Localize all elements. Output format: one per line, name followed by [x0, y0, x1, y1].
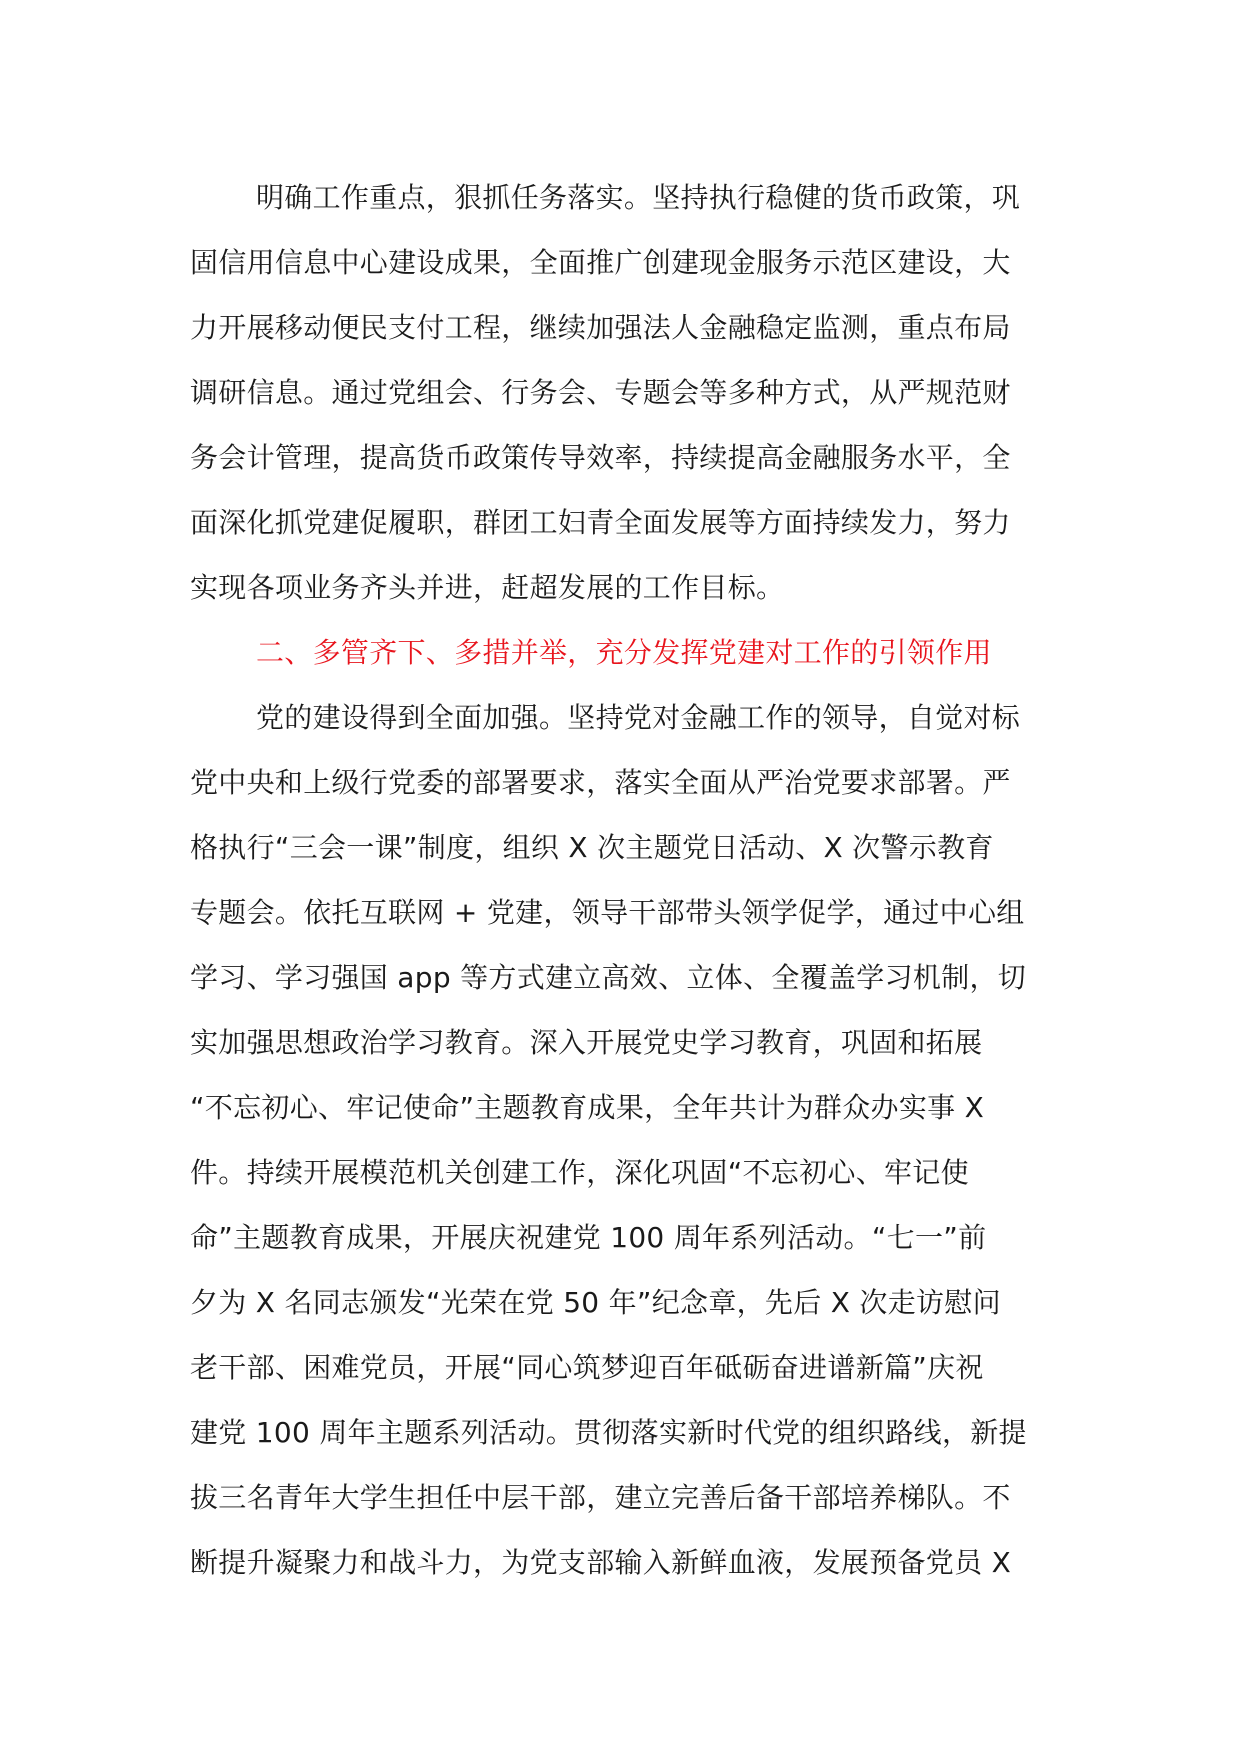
paragraph-line: 老干部、困难党员，开展“同心筑梦迎百年砥砺奋进谱新篇”庆祝 — [190, 1351, 984, 1384]
paragraph-line: 实加强思想政治学习教育。深入开展党史学习教育，巩固和拓展 — [190, 1026, 983, 1059]
paragraph-line: 断提升凝聚力和战斗力，为党支部输入新鲜血液，发展预备党员 X — [190, 1546, 1012, 1579]
paragraph-line: 党中央和上级行党委的部署要求，落实全面从严治党要求部署。严 — [190, 766, 1011, 799]
paragraph-line: 学习、学习强国 app 等方式建立高效、立体、全覆盖学习机制，切 — [190, 961, 1027, 994]
paragraph-line: 命”主题教育成果，开展庆祝建党 100 周年系列活动。“七一”前 — [190, 1221, 987, 1254]
paragraph-line: 面深化抓党建促履职，群团工妇青全面发展等方面持续发力，努力 — [190, 506, 1011, 539]
paragraph-line: 建党 100 周年主题系列活动。贯彻落实新时代党的组织路线，新提 — [190, 1416, 1027, 1449]
paragraph-line: 件。持续开展模范机关创建工作，深化巩固“不忘初心、牢记使 — [190, 1156, 969, 1189]
section-heading — [190, 620, 1050, 685]
paragraph-work-focus — [190, 165, 1050, 620]
paragraph-line: 拔三名青年大学生担任中层干部，建立完善后备干部培养梯队。不 — [190, 1481, 1011, 1514]
paragraph-line: 夕为 X 名同志颁发“光荣在党 50 年”纪念章，先后 X 次走访慰问 — [190, 1286, 1001, 1319]
paragraph-line: 调研信息。通过党组会、行务会、专题会等多种方式，从严规范财 — [190, 376, 1011, 409]
paragraph-line: 实现各项业务齐头并进，赶超发展的工作目标。 — [190, 571, 785, 604]
section-heading-text: 二、多管齐下、多措并举，充分发挥党建对工作的引领作用 — [256, 636, 992, 669]
paragraph-line: 专题会。依托互联网 + 党建，领导干部带头领学促学，通过中心组 — [190, 896, 1025, 929]
paragraph-line: 党的建设得到全面加强。坚持党对金融工作的领导，自觉对标 — [256, 701, 1021, 734]
paragraph-line: “不忘初心、牢记使命”主题教育成果，全年共计为群众办实事 X — [190, 1091, 985, 1124]
paragraph-line: 力开展移动便民支付工程，继续加强法人金融稳定监测，重点布局 — [190, 311, 1011, 344]
paragraph-party-building — [190, 685, 1050, 1595]
paragraph-line: 明确工作重点，狠抓任务落实。坚持执行稳健的货币政策，巩 — [256, 181, 1021, 214]
paragraph-line: 务会计管理，提高货币政策传导效率，持续提高金融服务水平，全 — [190, 441, 1011, 474]
paragraph-line: 固信用信息中心建设成果，全面推广创建现金服务示范区建设，大 — [190, 246, 1011, 279]
paragraph-line: 格执行“三会一课”制度，组织 X 次主题党日活动、X 次警示教育 — [190, 831, 994, 864]
